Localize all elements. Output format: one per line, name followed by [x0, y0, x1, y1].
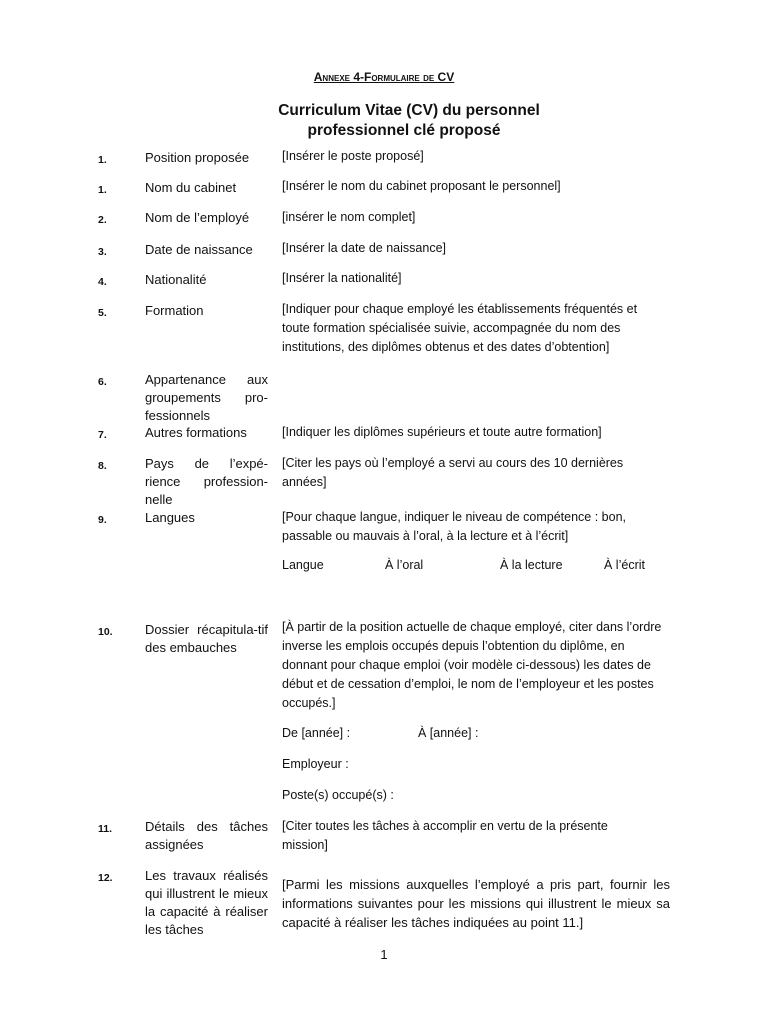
row-number: 3. [98, 246, 107, 258]
row-value-employee-name: [insérer le nom complet] [282, 210, 416, 224]
row-number: 5. [98, 307, 107, 319]
row-label-memberships: Appartenance aux groupements pro-fessionnels [145, 372, 268, 423]
row-label-languages: Langues [145, 510, 195, 525]
row-value-assigned-tasks: [Citer toutes les tâches à accomplir en vertu de la présente mission] [282, 819, 608, 852]
language-column-language: Langue [282, 558, 324, 572]
page-number: 1 [380, 947, 388, 962]
row-value-other-training: [Indiquer les diplômes supérieurs et toute autre formation] [282, 425, 602, 439]
row-label-countries: Pays de l’expé-rience profession-nelle [145, 456, 268, 507]
row-number: 6. [98, 376, 107, 388]
row-label-employment-record: Dossier récapitula-tif des embauches [145, 622, 268, 655]
row-value-position: [Insérer le poste proposé] [282, 149, 424, 163]
row-label-employee-name: Nom de l’employé [145, 210, 250, 225]
row-value-firm: [Insérer le nom du cabinet proposant le personnel] [282, 179, 561, 193]
row-label-nationality: Nationalité [145, 272, 207, 287]
row-value-birth-date: [Insérer la date de naissance] [282, 241, 446, 255]
row-number: 4. [98, 276, 107, 288]
row-value-nationality: [Insérer la nationalité] [282, 271, 402, 285]
employment-employer: Employeur : [282, 757, 349, 771]
row-number: 8. [98, 460, 107, 472]
title-line-2: professionnel clé proposé [307, 122, 501, 139]
language-column-oral: À l’oral [385, 558, 424, 572]
row-value-countries: [Citer les pays où l’employé a servi au cours des 10 dernières années] [282, 456, 624, 489]
row-number: 7. [98, 429, 107, 441]
row-value-employment-record: [À partir de la position actuelle de chaque employé, citer dans l’ordre inverse les emplois occupés depuis l’obtention du diplôme, en donnant pour chaque emploi (voir modèle ci-dessous) les dates de début et de cessation d’emploi, le nom de l’employeur et les postes occupés.] [282, 620, 662, 710]
language-column-reading: À la lecture [500, 558, 563, 572]
row-number: 1. [98, 184, 107, 196]
row-label-work-done: Les travaux réalisés qui illustrent le mieux la capacité à réaliser les tâches [145, 868, 268, 937]
row-value-work-done: [Parmi les missions auxquelles l’employé a pris part, fournir les informations suivantes pour les missions qui illustrent le mieux sa capacité à réaliser les tâches indiquées au point 11.] [282, 877, 670, 930]
row-number: 10. [98, 626, 113, 638]
employment-positions: Poste(s) occupé(s) : [282, 788, 394, 802]
row-value-languages: [Pour chaque langue, indiquer le niveau de compétence : bon, passable ou mauvais à l’oral, à la lecture et à l’écrit] [282, 510, 626, 543]
row-label-assigned-tasks: Détails des tâches assignées [145, 819, 268, 852]
row-value-education: [Indiquer pour chaque employé les établissements fréquentés et toute formation spécialisée suivie, accompagnée du nom des institutions, des diplômes obtenus et des dates d’obtention] [282, 302, 638, 354]
document-title [0, 101, 768, 141]
row-label-other-training: Autres formations [145, 425, 247, 440]
employment-to: À [année] : [418, 726, 479, 740]
annex-heading: Annexe 4-Formulaire de CV [313, 70, 455, 84]
title-line-1: Curriculum Vitae (CV) du personnel [278, 102, 540, 119]
row-number: 2. [98, 214, 107, 226]
row-label-education: Formation [145, 303, 204, 318]
row-label-birth-date: Date de naissance [145, 242, 253, 257]
language-column-writing: À l’écrit [604, 558, 645, 572]
row-label-position: Position proposée [145, 150, 250, 165]
row-number: 9. [98, 514, 107, 526]
row-number: 11. [98, 823, 113, 835]
row-number: 12. [98, 872, 113, 884]
row-label-firm: Nom du cabinet [145, 180, 237, 195]
row-number: 1. [98, 154, 107, 166]
employment-from: De [année] : [282, 726, 351, 740]
